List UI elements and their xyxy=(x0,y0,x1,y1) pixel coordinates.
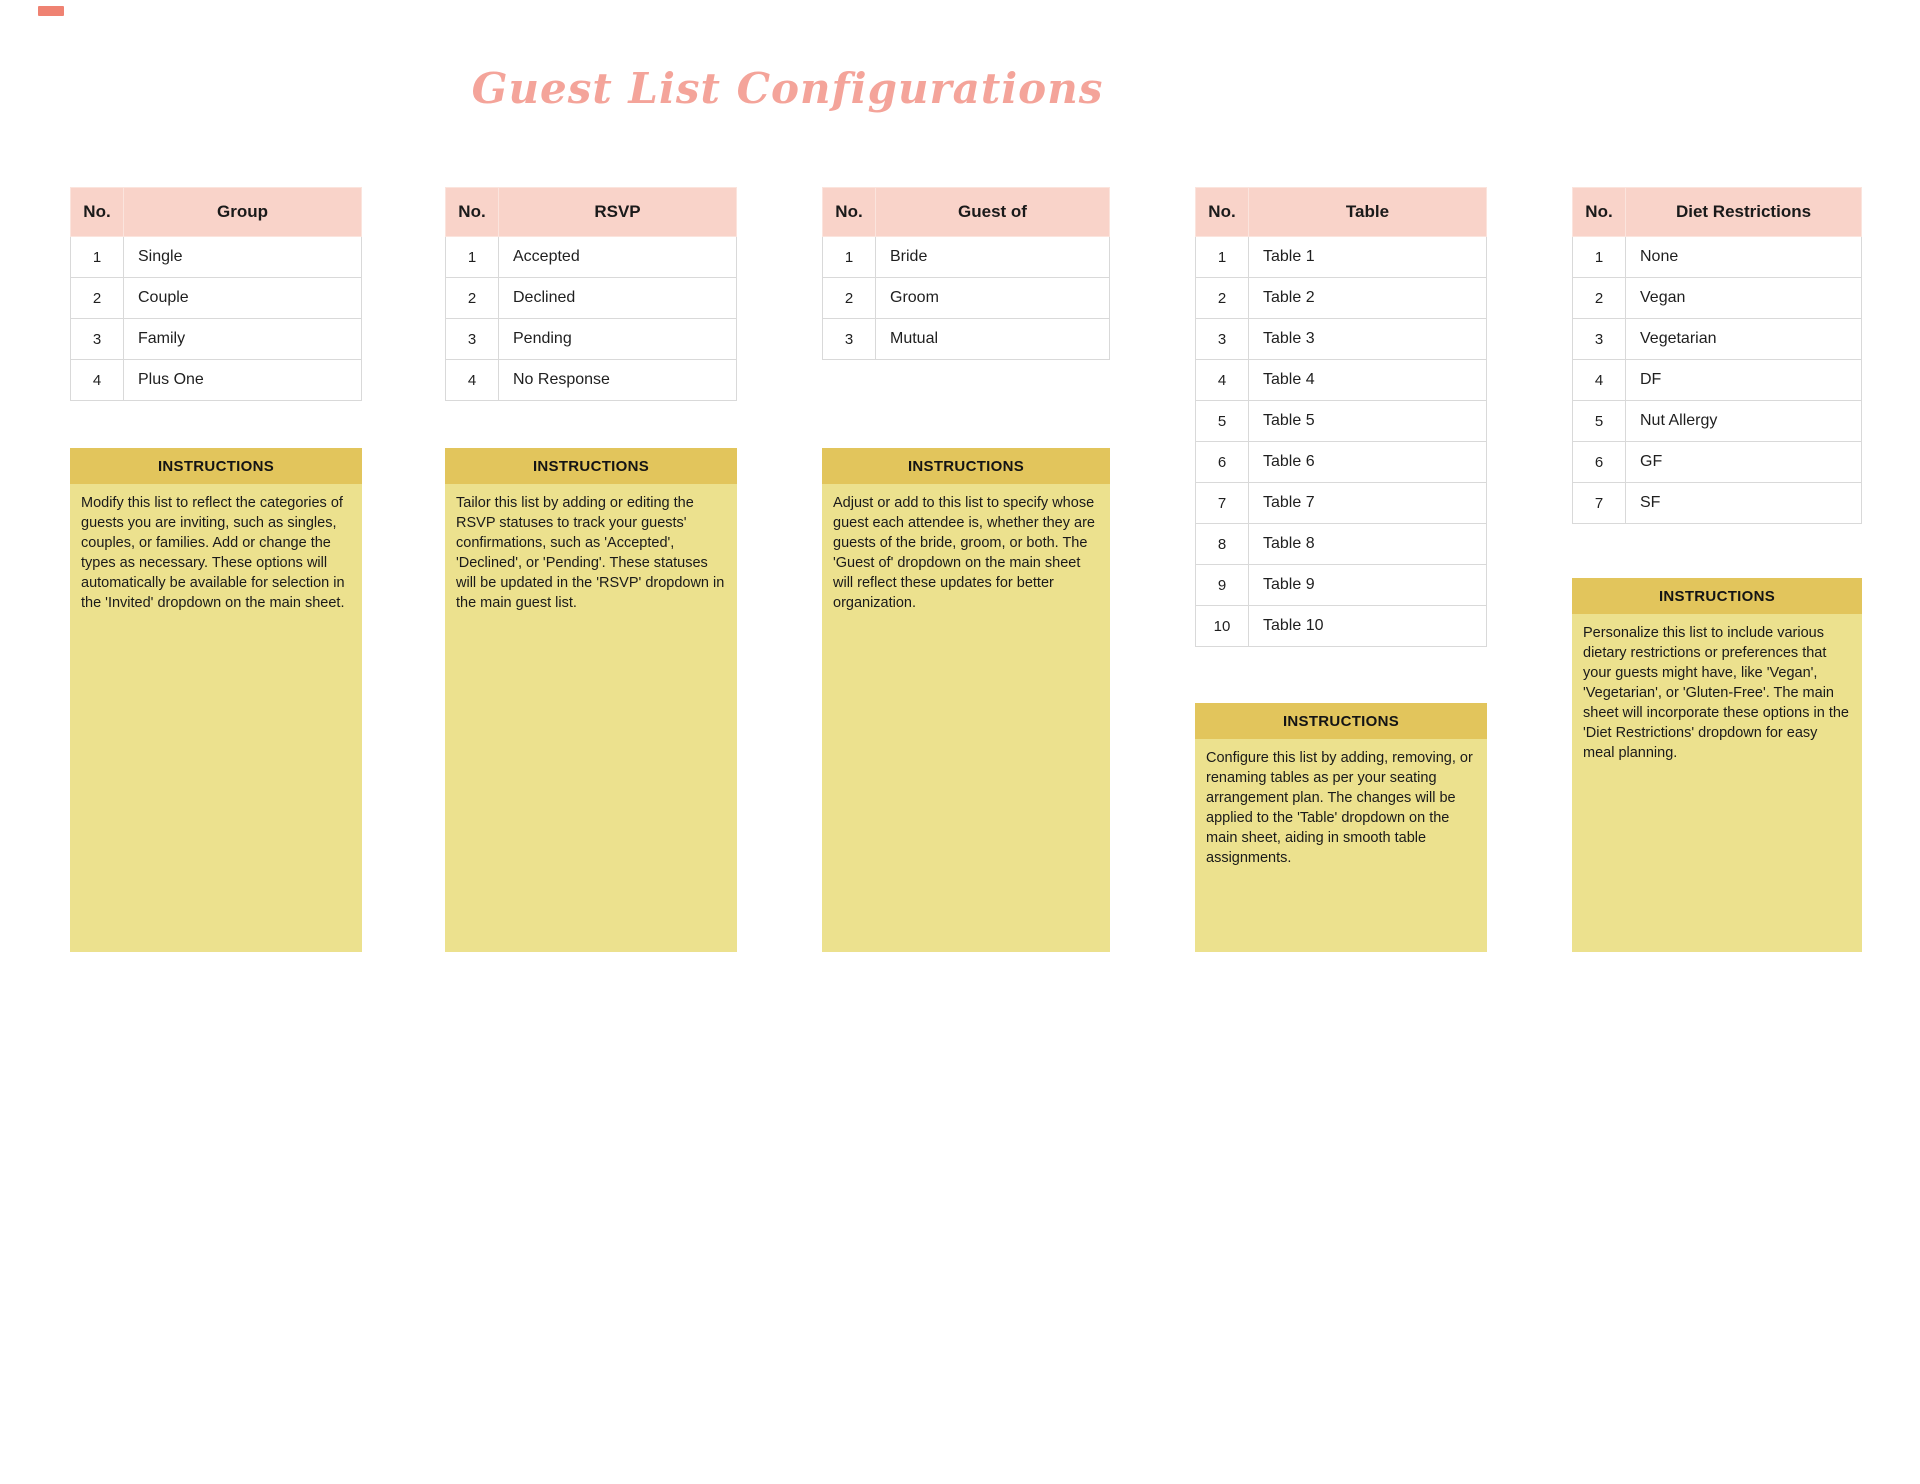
table-row xyxy=(1196,483,1487,524)
table-row xyxy=(446,319,737,360)
row-number: 1 xyxy=(1573,237,1626,278)
instructions-box-rsvp xyxy=(445,448,737,952)
table-row xyxy=(1196,319,1487,360)
table-row xyxy=(1573,319,1862,360)
no-column-header: No. xyxy=(71,188,124,237)
table-header-row xyxy=(71,188,362,237)
row-number: 5 xyxy=(1196,401,1249,442)
row-number: 3 xyxy=(1573,319,1626,360)
instructions-title: INSTRUCTIONS xyxy=(445,448,737,484)
table-row xyxy=(1196,401,1487,442)
instructions-title: INSTRUCTIONS xyxy=(1195,703,1487,739)
table-row xyxy=(1573,237,1862,278)
row-number: 3 xyxy=(823,319,876,360)
row-value-cell[interactable]: Groom xyxy=(876,278,1110,319)
row-value-cell[interactable]: Table 8 xyxy=(1249,524,1487,565)
instructions-box-table xyxy=(1195,703,1487,952)
instructions-text: Configure this list by adding, removing, or renaming tables as per your seating arrangement plan. The changes will be applied to the 'Table' dropdown on the main sheet, aiding in smooth table assignments. xyxy=(1206,750,1473,866)
table-row xyxy=(1196,442,1487,483)
table-row xyxy=(1573,401,1862,442)
row-value-cell[interactable]: Pending xyxy=(499,319,737,360)
row-number: 3 xyxy=(446,319,499,360)
table-row xyxy=(1573,278,1862,319)
instructions-text: Personalize this list to include various dietary restrictions or preferences that your guests might have, like 'Vegan', 'Vegetarian', or 'Gluten-Free'. The main sheet will incorporate these options in the 'Diet Restrictions' dropdown for easy meal planning. xyxy=(1583,625,1849,761)
row-number: 4 xyxy=(1573,360,1626,401)
instructions-box-guest-of xyxy=(822,448,1110,952)
row-value-cell[interactable]: Accepted xyxy=(499,237,737,278)
guest-of-column-header: Guest of xyxy=(876,188,1110,237)
no-column-header: No. xyxy=(823,188,876,237)
row-number: 2 xyxy=(71,278,124,319)
group-column-header: Group xyxy=(124,188,362,237)
table-row xyxy=(446,237,737,278)
no-column-header: No. xyxy=(446,188,499,237)
row-number: 2 xyxy=(1573,278,1626,319)
row-value-cell[interactable]: Mutual xyxy=(876,319,1110,360)
table-list-table xyxy=(1195,187,1487,647)
page-title: Guest List Configurations xyxy=(471,64,1104,113)
table-row xyxy=(1573,360,1862,401)
diet-restrictions-list-table xyxy=(1572,187,1862,524)
table-row xyxy=(446,360,737,401)
row-number: 3 xyxy=(71,319,124,360)
rsvp-list-table xyxy=(445,187,737,401)
row-value-cell[interactable]: Couple xyxy=(124,278,362,319)
table-row xyxy=(1196,360,1487,401)
row-value-cell[interactable]: Table 2 xyxy=(1249,278,1487,319)
table-row xyxy=(823,319,1110,360)
row-value-cell[interactable]: Declined xyxy=(499,278,737,319)
row-value-cell[interactable]: Table 1 xyxy=(1249,237,1487,278)
table-row xyxy=(71,319,362,360)
row-value-cell[interactable]: Table 6 xyxy=(1249,442,1487,483)
row-value-cell[interactable]: Family xyxy=(124,319,362,360)
instructions-text: Tailor this list by adding or editing the RSVP statuses to track your guests' confirmations, such as 'Accepted', 'Declined', or 'Pending'. These statuses will be updated in the 'RSVP' dropdown in the main guest list. xyxy=(456,495,725,611)
row-value-cell[interactable]: Table 4 xyxy=(1249,360,1487,401)
no-column-header: No. xyxy=(1573,188,1626,237)
table-row xyxy=(823,237,1110,278)
row-number: 2 xyxy=(446,278,499,319)
table-row xyxy=(446,278,737,319)
row-value-cell[interactable]: Vegetarian xyxy=(1626,319,1862,360)
instructions-title: INSTRUCTIONS xyxy=(822,448,1110,484)
row-value-cell[interactable]: Single xyxy=(124,237,362,278)
row-number: 10 xyxy=(1196,606,1249,647)
row-number: 1 xyxy=(446,237,499,278)
row-number: 1 xyxy=(71,237,124,278)
table-row xyxy=(1196,237,1487,278)
instructions-box-diet-restrictions xyxy=(1572,578,1862,952)
rsvp-column-header: RSVP xyxy=(499,188,737,237)
instructions-text: Modify this list to reflect the categories of guests you are inviting, such as singles, couples, or families. Add or change the types as necessary. These options will automatically be available for selection in the 'Invited' dropdown on the main sheet. xyxy=(81,495,345,611)
table-row xyxy=(71,237,362,278)
table-row xyxy=(71,278,362,319)
table-row xyxy=(71,360,362,401)
corner-mark xyxy=(38,6,64,16)
instructions-box-group xyxy=(70,448,362,952)
no-column-header: No. xyxy=(1196,188,1249,237)
row-value-cell[interactable]: Table 7 xyxy=(1249,483,1487,524)
table-row xyxy=(1573,483,1862,524)
row-value-cell[interactable]: Table 5 xyxy=(1249,401,1487,442)
table-header-row xyxy=(823,188,1110,237)
table-header-row xyxy=(1573,188,1862,237)
row-value-cell[interactable]: None xyxy=(1626,237,1862,278)
table-row xyxy=(1196,565,1487,606)
row-number: 4 xyxy=(446,360,499,401)
row-number: 5 xyxy=(1573,401,1626,442)
row-number: 9 xyxy=(1196,565,1249,606)
row-number: 1 xyxy=(823,237,876,278)
table-row xyxy=(1196,524,1487,565)
instructions-title: INSTRUCTIONS xyxy=(70,448,362,484)
group-list-table xyxy=(70,187,362,401)
row-value-cell[interactable]: DF xyxy=(1626,360,1862,401)
row-number: 1 xyxy=(1196,237,1249,278)
row-value-cell[interactable]: Table 3 xyxy=(1249,319,1487,360)
row-value-cell[interactable]: SF xyxy=(1626,483,1862,524)
row-number: 6 xyxy=(1196,442,1249,483)
table-column-header: Table xyxy=(1249,188,1487,237)
row-number: 2 xyxy=(1196,278,1249,319)
row-value-cell[interactable]: Vegan xyxy=(1626,278,1862,319)
row-number: 7 xyxy=(1196,483,1249,524)
instructions-text: Adjust or add to this list to specify whose guest each attendee is, whether they are guests of the bride, groom, or both. The 'Guest of' dropdown on the main sheet will reflect these updates for better organization. xyxy=(833,495,1095,611)
row-value-cell[interactable]: Bride xyxy=(876,237,1110,278)
table-row xyxy=(1196,278,1487,319)
guest-of-list-table xyxy=(822,187,1110,360)
table-row xyxy=(823,278,1110,319)
table-row xyxy=(1196,606,1487,647)
row-number: 2 xyxy=(823,278,876,319)
row-number: 4 xyxy=(1196,360,1249,401)
row-value-cell[interactable]: Table 10 xyxy=(1249,606,1487,647)
row-number: 3 xyxy=(1196,319,1249,360)
diet-restrictions-column-header: Diet Restrictions xyxy=(1626,188,1862,237)
table-header-row xyxy=(446,188,737,237)
row-number: 8 xyxy=(1196,524,1249,565)
row-value-cell[interactable]: Nut Allergy xyxy=(1626,401,1862,442)
row-number: 4 xyxy=(71,360,124,401)
table-row xyxy=(1573,442,1862,483)
row-value-cell[interactable]: Plus One xyxy=(124,360,362,401)
row-value-cell[interactable]: No Response xyxy=(499,360,737,401)
row-number: 7 xyxy=(1573,483,1626,524)
row-value-cell[interactable]: Table 9 xyxy=(1249,565,1487,606)
row-number: 6 xyxy=(1573,442,1626,483)
instructions-title: INSTRUCTIONS xyxy=(1572,578,1862,614)
row-value-cell[interactable]: GF xyxy=(1626,442,1862,483)
table-header-row xyxy=(1196,188,1487,237)
